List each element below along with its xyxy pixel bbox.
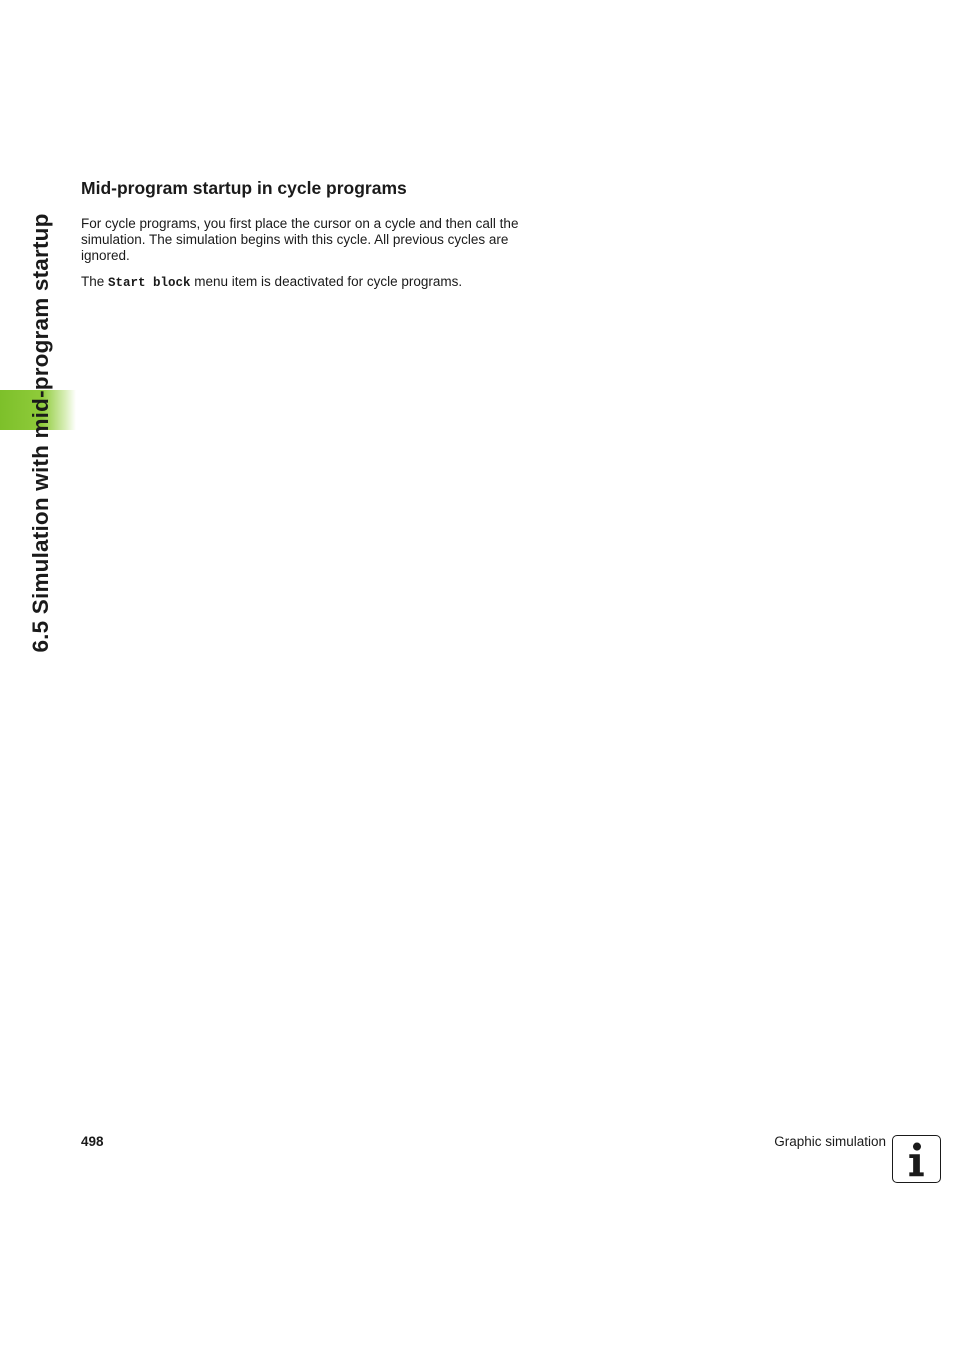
- start-block-menu-item: Start block: [108, 276, 191, 290]
- info-icon: [892, 1135, 941, 1183]
- page-number: 498: [81, 1134, 104, 1149]
- footer-chapter-label: Graphic simulation: [774, 1134, 886, 1149]
- paragraph-cursor-placement: For cycle programs, you first place the cursor on a cycle and then call the simulation. The simulation begins with this cycle. All previous cycles are ignored.: [81, 216, 519, 263]
- chapter-side-title: 6.5 Simulation with mid-program startup: [28, 213, 53, 653]
- paragraph-prefix: The: [81, 274, 109, 289]
- section-heading: Mid-program startup in cycle programs: [81, 178, 407, 198]
- paragraph-suffix: menu item is deactivated for cycle programs.: [190, 274, 463, 289]
- paragraph-start-block: [81, 274, 526, 291]
